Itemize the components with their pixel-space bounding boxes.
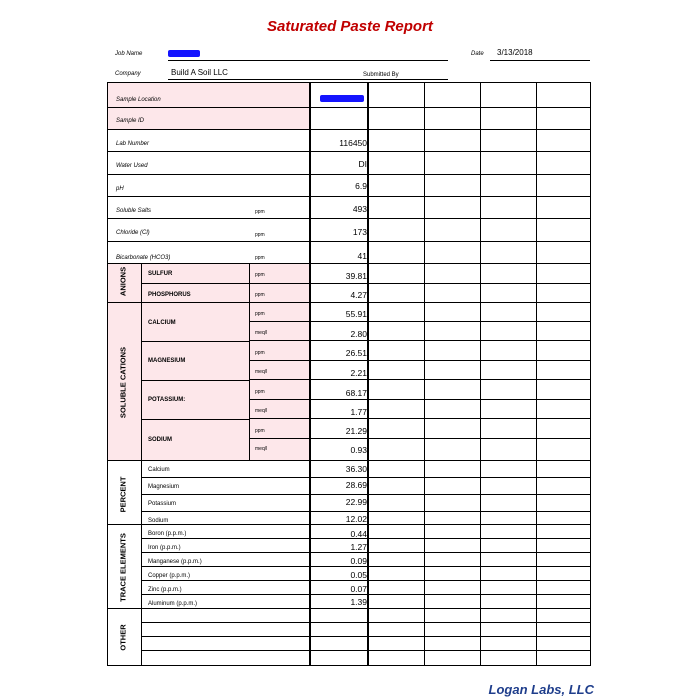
row-rule bbox=[108, 241, 590, 242]
column-rule bbox=[141, 263, 142, 665]
company-label: Company bbox=[115, 71, 141, 77]
date-label: Date bbox=[471, 51, 484, 57]
aluminum-label: Aluminum (p.p.m.) bbox=[148, 601, 198, 607]
sample-location-label: Sample Location bbox=[116, 97, 161, 103]
iron-label: Iron (p.p.m.) bbox=[148, 545, 181, 551]
date-line bbox=[490, 60, 590, 61]
magnesium-ppm-value: 26.51 bbox=[345, 348, 367, 358]
calcium-unit-meq: meq/l bbox=[255, 330, 268, 336]
row-rule bbox=[108, 129, 590, 130]
chloride-value: 173 bbox=[352, 227, 367, 237]
company-line bbox=[168, 79, 448, 80]
row-rule bbox=[141, 380, 249, 381]
sulfur-unit: ppm bbox=[255, 272, 265, 278]
chloride-label: Chloride (Cl) bbox=[116, 230, 150, 236]
aluminum-value: 1.39 bbox=[350, 597, 367, 607]
calcium-meq-value: 2.80 bbox=[350, 329, 367, 339]
phosphorus-label: PHOSPHORUS bbox=[148, 292, 191, 298]
percent-potassium-value: 22.99 bbox=[345, 497, 367, 507]
percent-calcium-label: Calcium bbox=[148, 467, 170, 473]
potassium-label: POTASSIUM: bbox=[148, 397, 186, 403]
row-rule bbox=[108, 151, 590, 152]
date-value: 3/13/2018 bbox=[497, 48, 533, 57]
submitted-by-label: Submitted By bbox=[363, 72, 399, 78]
manganese-label: Manganese (p.p.m.) bbox=[148, 559, 202, 565]
sample-location-redaction bbox=[320, 95, 364, 102]
copper-value: 0.05 bbox=[350, 570, 367, 580]
soluble-salts-unit: ppm bbox=[255, 209, 265, 215]
magnesium-label: MAGNESIUM bbox=[148, 358, 186, 364]
row-rule bbox=[141, 538, 590, 539]
anion-cation-bg bbox=[108, 263, 309, 460]
report-table bbox=[107, 82, 591, 666]
sodium-unit-ppm: ppm bbox=[255, 428, 265, 434]
sodium-meq-value: 0.93 bbox=[350, 445, 367, 455]
row-rule bbox=[141, 594, 590, 595]
magnesium-unit-ppm: ppm bbox=[255, 350, 265, 356]
row-rule bbox=[141, 419, 249, 420]
row-rule bbox=[249, 438, 590, 439]
phosphorus-unit: ppm bbox=[255, 292, 265, 298]
report-title: Saturated Paste Report bbox=[267, 18, 433, 35]
calcium-unit-ppm: ppm bbox=[255, 311, 265, 317]
row-rule bbox=[141, 283, 590, 284]
manganese-value: 0.09 bbox=[350, 556, 367, 566]
anions-section-label: ANIONS bbox=[118, 266, 128, 297]
iron-value: 1.27 bbox=[350, 542, 367, 552]
sodium-unit-meq: meq/l bbox=[255, 446, 268, 452]
row-rule bbox=[108, 107, 590, 108]
row-rule bbox=[141, 566, 590, 567]
potassium-unit-ppm: ppm bbox=[255, 389, 265, 395]
row-rule bbox=[249, 379, 590, 380]
ph-value: 6.9 bbox=[355, 181, 367, 191]
magnesium-unit-meq: meq/l bbox=[255, 369, 268, 375]
magnesium-meq-value: 2.21 bbox=[350, 368, 367, 378]
soluble-salts-label: Soluble Salts bbox=[116, 208, 152, 214]
column-rule bbox=[310, 83, 311, 665]
soluble-salts-value: 493 bbox=[352, 204, 367, 214]
soluble-cations-section-label: SOLUBLE CATIONS bbox=[118, 346, 128, 419]
row-rule bbox=[108, 263, 590, 264]
column-rule bbox=[536, 83, 537, 665]
percent-magnesium-value: 28.69 bbox=[345, 480, 367, 490]
lab-number-label: Lab Number bbox=[116, 141, 150, 147]
water-used-label: Water Used bbox=[116, 163, 148, 169]
percent-potassium-label: Potassium bbox=[148, 501, 177, 507]
percent-section-label: PERCENT bbox=[118, 476, 128, 513]
percent-sodium-label: Sodium bbox=[148, 518, 169, 524]
row-rule bbox=[108, 460, 590, 461]
column-rule bbox=[480, 83, 481, 665]
row-rule bbox=[141, 636, 590, 637]
calcium-ppm-value: 55.91 bbox=[345, 309, 367, 319]
boron-value: 0.44 bbox=[350, 529, 367, 539]
sample-id-label: Sample ID bbox=[116, 118, 145, 124]
job-name-label: Job Name bbox=[115, 51, 143, 57]
other-section-label: OTHER bbox=[118, 624, 128, 651]
row-rule bbox=[249, 399, 590, 400]
lab-number-value: 116450 bbox=[339, 138, 367, 148]
row-rule bbox=[141, 580, 590, 581]
chloride-unit: ppm bbox=[255, 232, 265, 238]
row-rule bbox=[249, 340, 590, 341]
sulfur-label: SULFUR bbox=[148, 271, 173, 277]
sulfur-value: 39.81 bbox=[345, 271, 367, 281]
row-rule bbox=[108, 524, 590, 525]
row-rule bbox=[249, 418, 590, 419]
boron-label: Boron (p.p.m.) bbox=[148, 531, 187, 537]
row-rule bbox=[108, 302, 590, 303]
potassium-unit-meq: meq/l bbox=[255, 408, 268, 414]
lab-name-footer: Logan Labs, LLC bbox=[488, 682, 594, 697]
row-rule bbox=[108, 174, 590, 175]
column-rule bbox=[368, 83, 369, 665]
percent-magnesium-label: Magnesium bbox=[148, 484, 180, 490]
trace-elements-section-label: TRACE ELEMENTS bbox=[118, 533, 128, 602]
water-used-value: DI bbox=[358, 159, 367, 169]
percent-calcium-value: 36.30 bbox=[345, 464, 367, 474]
row-rule bbox=[108, 218, 590, 219]
phosphorus-value: 4.27 bbox=[350, 290, 367, 300]
row-rule bbox=[249, 321, 590, 322]
potassium-ppm-value: 68.17 bbox=[345, 388, 367, 398]
sodium-ppm-value: 21.29 bbox=[345, 426, 367, 436]
column-rule bbox=[424, 83, 425, 665]
row-rule bbox=[141, 477, 590, 478]
company-value: Build A Soil LLC bbox=[171, 68, 228, 77]
row-rule bbox=[141, 511, 590, 512]
job-name-redaction bbox=[168, 50, 200, 57]
potassium-meq-value: 1.77 bbox=[350, 407, 367, 417]
sodium-label: SODIUM bbox=[148, 437, 172, 443]
row-rule bbox=[141, 341, 249, 342]
ph-label: pH bbox=[116, 186, 124, 192]
copper-label: Copper (p.p.m.) bbox=[148, 573, 191, 579]
zinc-label: Zinc (p.p.m.) bbox=[148, 587, 182, 593]
row-rule bbox=[108, 196, 590, 197]
row-rule bbox=[108, 608, 590, 609]
row-rule bbox=[141, 494, 590, 495]
column-rule bbox=[249, 263, 250, 460]
calcium-label: CALCIUM bbox=[148, 320, 176, 326]
row-rule bbox=[141, 650, 590, 651]
bicarbonate-label: Bicarbonate (HCO3) bbox=[116, 255, 171, 261]
bicarbonate-unit: ppm bbox=[255, 255, 265, 261]
row-rule bbox=[141, 552, 590, 553]
percent-sodium-value: 12.02 bbox=[345, 514, 367, 524]
bicarbonate-value: 41 bbox=[357, 251, 367, 261]
row-rule bbox=[249, 360, 590, 361]
zinc-value: 0.07 bbox=[350, 584, 367, 594]
row-rule bbox=[141, 622, 590, 623]
job-name-line bbox=[168, 60, 448, 61]
